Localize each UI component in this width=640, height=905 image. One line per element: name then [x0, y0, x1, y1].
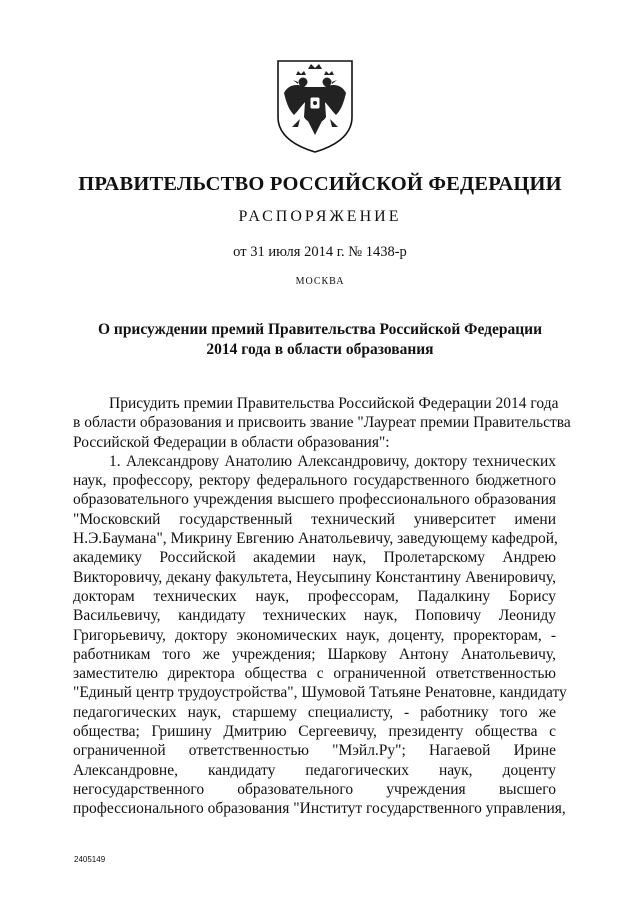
title-line: О присуждении премий Правительства Российской Федерации	[97, 321, 543, 338]
body-line: общества; Гришину Дмитрию Сергеевичу, президенту общества с	[73, 723, 556, 741]
date-and-number: от 31 июля 2014 г. № 1438-р	[233, 244, 407, 260]
body-line: наук, профессору, ректору федерального государственного бюджетного	[73, 472, 556, 490]
body-line: Викторовичу, декану факультета, Неусыпину Константину Авенировичу,	[73, 568, 556, 586]
body-line: Присудить премии Правительства Российской Федерации 2014 года	[109, 395, 559, 412]
body-line: Григорьевичу, доктору экономических наук, доценту, проректорам, -	[73, 626, 556, 644]
document-body	[73, 394, 571, 819]
coat-of-arms-icon	[270, 55, 360, 155]
body-line: "Московский государственный технический университет имени	[73, 510, 556, 528]
document-code: 2405149	[74, 855, 106, 864]
body-line: негосударственного образовательного учреждения высшего	[73, 780, 556, 798]
body-line: заместителю директора общества с ограниченной ответственностью	[73, 665, 556, 683]
body-line: образовательного учреждения высшего профессионального образования	[73, 491, 556, 509]
body-line: Васильевичу, кандидату технических наук, Поповичу Леониду	[73, 607, 556, 625]
body-line: ограниченной ответственностью "Мэйл.Ру"; Нагаевой Ирине	[73, 742, 556, 760]
body-line: "Единый центр трудоустройства", Шумовой Татьяне Ренатовне, кандидату	[73, 684, 567, 702]
document-title	[0, 320, 640, 360]
city-label: МОСКВА	[295, 276, 345, 287]
body-line: Александровне, кандидату педагогических наук, доценту	[73, 761, 556, 779]
body-line: академику Российской академии наук, Пролетарскому Андрею	[73, 549, 556, 567]
body-line: Н.Э.Баумана", Микрину Евгению Анатольевичу, заведующему кафедрой,	[73, 530, 558, 548]
body-line: Российской Федерации в области образования":	[73, 433, 390, 451]
body-line: в области образования и присвоить звание "Лауреат премии Правительства	[73, 414, 571, 432]
body-line: работникам того же учреждения; Шаркову Антону Анатольевичу,	[73, 645, 556, 663]
body-line: профессионального образования "Институт государственного управления,	[73, 800, 566, 818]
government-heading: ПРАВИТЕЛЬСТВО РОССИЙСКОЙ ФЕДЕРАЦИИ	[78, 173, 562, 195]
title-line: 2014 года в области образования	[206, 341, 434, 358]
body-line: докторам технических наук, профессорам, Падалкину Борису	[73, 587, 556, 605]
body-line: педагогических наук, старшему специалисту, - работнику того же	[73, 703, 556, 721]
document-type: РАСПОРЯЖЕНИЕ	[238, 208, 402, 225]
body-line: 1. Александрову Анатолию Александровичу, доктору технических	[109, 452, 556, 470]
